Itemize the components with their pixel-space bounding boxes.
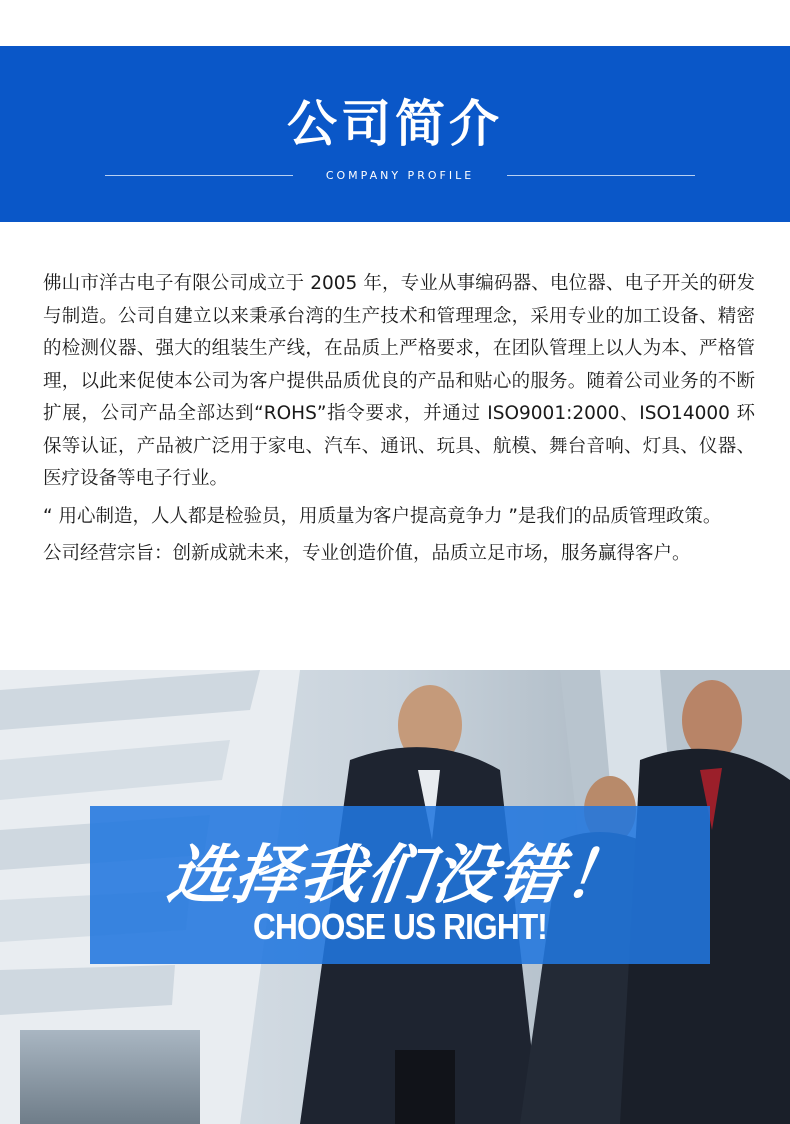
divider-right [507, 175, 695, 176]
page-subtitle: COMPANY PROFILE [325, 169, 475, 182]
quality-policy-paragraph: “ 用心制造，人人都是检验员，用质量为客户提高竟争力 ”是我们的品质管理政策。 [43, 505, 722, 527]
company-profile-text [43, 268, 755, 576]
divider-left [105, 175, 293, 176]
page-title: 公司简介 [287, 94, 503, 153]
intro-paragraph: 佛山市洋古电子有限公司成立于 2005 年，专业从事编码器、电位器、电子开关的研发与制造。公司自建立以来秉承台湾的生产技术和管理理念，采用专业的加工设备、精密的检测仪器、强大的组装生产线，在品质上严格要求，在团队管理上以人为本、严格管理，以此来促使本公司为客户提供品质优良的产品和贴心的服务。随着公司业务的不断扩展，公司产品全部达到“ROHS”指令要求，并通过 ISO9001:2000、ISO14000 环保等认证，产品被广泛用于家电、汽车、通讯、玩具、航模、舞台音响、灯具、仪器、医疗设备等电子行业。 [43, 273, 755, 489]
cta-title: 选择我们没错！ [162, 839, 636, 913]
cta-subtitle: CHOOSE US RIGHT! [253, 906, 547, 947]
cta-banner [90, 806, 710, 964]
business-purpose-paragraph: 公司经营宗旨：创新成就未来，专业创造价值，品质立足市场，服务赢得客户。 [43, 543, 691, 564]
subtitle-row [105, 166, 695, 186]
